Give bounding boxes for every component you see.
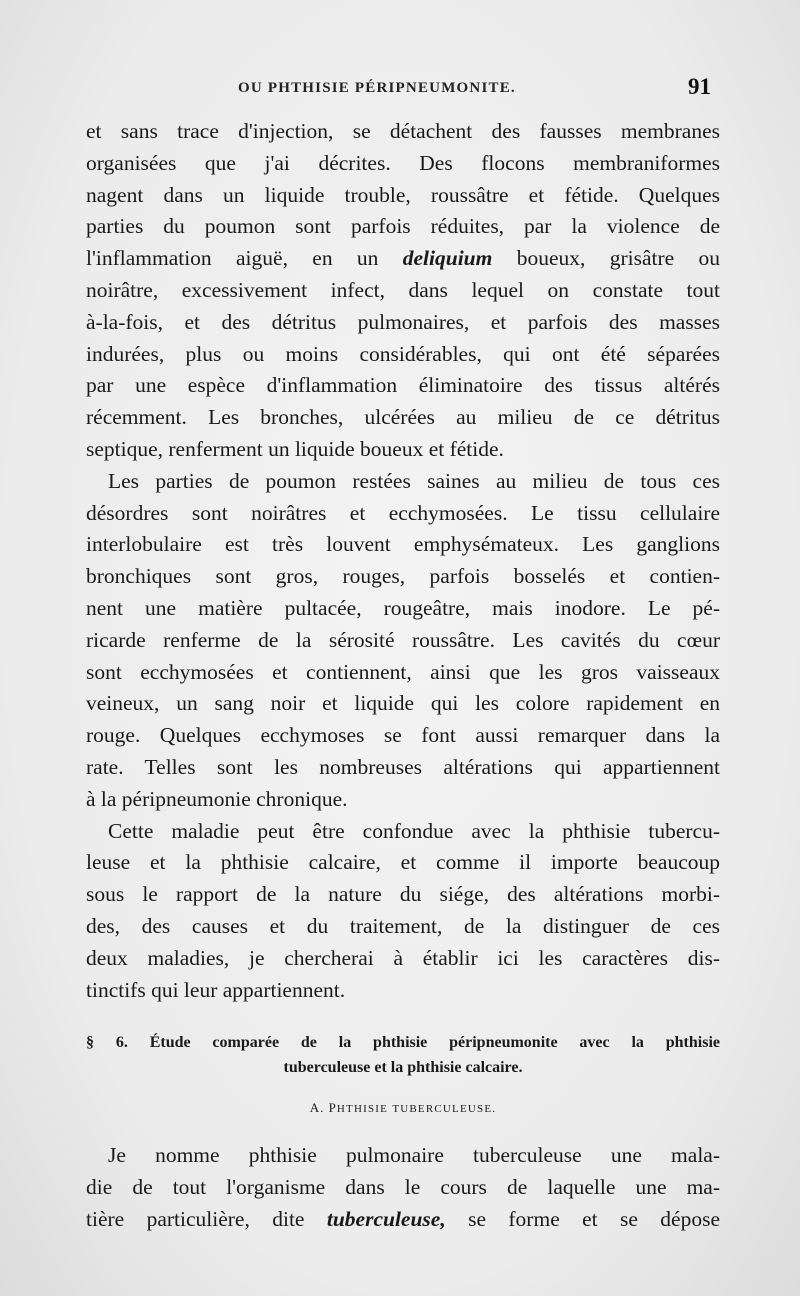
text-line: rouge. Quelques ecchymoses se font aussi remarquer dans la — [86, 723, 720, 748]
subheading-letter: A. — [309, 1100, 325, 1115]
text-fragment: boueux, grisâtre ou — [516, 246, 721, 271]
text-line — [86, 1203, 720, 1235]
page-number: 91 — [688, 74, 711, 99]
text-line: die de tout l'organisme dans le cours de laquelle une ma- — [86, 1175, 720, 1199]
text-line: désordres sont noirâtres et ecchymosées. Le tissu cellulaire — [86, 500, 720, 525]
text-fragment: l'inflammation aiguë, en un — [86, 246, 379, 271]
text-line — [86, 243, 720, 275]
text-line: rate. Telles sont les nombreuses altérations qui appartiennent — [86, 754, 720, 779]
text-line: septique, renferment un liquide boueux et fétide. — [86, 436, 504, 461]
italic-term: deliquium — [402, 246, 493, 271]
text-line: nent une matière pultacée, rougeâtre, mais inodore. Le pé- — [86, 595, 720, 620]
text-line: Les parties de poumon restées saines au milieu de tous ces — [108, 468, 720, 493]
subheading-initial: P — [328, 1100, 337, 1115]
text-line: par une espèce d'inflammation éliminatoire des tissus altérés — [86, 373, 720, 398]
body-text — [86, 116, 720, 1006]
text-line: ricarde renferme de la sérosité roussâtre. Les cavités du cœur — [86, 627, 720, 652]
section-heading-line: tuberculeuse et la phthisie calcaire. — [283, 1059, 523, 1076]
text-line: bronchiques sont gros, rouges, parfois bosselés et contien- — [86, 564, 720, 589]
subheading — [86, 1100, 720, 1116]
text-line: Cette maladie peut être confondue avec la phthisie tubercu- — [108, 818, 720, 843]
running-head: OU PHTHISIE PÉRIPNEUMONITE. — [238, 80, 516, 96]
text-line: tinctifs qui leur appartiennent. — [86, 977, 346, 1002]
text-fragment: se forme et se dépose — [468, 1207, 721, 1231]
text-line: organisées que j'ai décrites. Des flocons membraniformes — [86, 150, 720, 175]
text-line: Je nomme phthisie pulmonaire tuberculeuse une mala- — [108, 1143, 720, 1167]
text-line: et sans trace d'injection, se détachent des fausses membranes — [86, 119, 720, 143]
text-line: indurées, plus ou moins considérables, qui ont été séparées — [86, 341, 720, 366]
text-fragment: tière particulière, dite — [86, 1207, 305, 1231]
text-line: nagent dans un liquide trouble, roussâtre et fétide. Quelques — [86, 182, 720, 207]
italic-term: tuberculeuse, — [326, 1207, 446, 1231]
text-line: sous le rapport de la nature du siége, des altérations morbi- — [86, 882, 720, 907]
text-line: noirâtre, excessivement infect, dans lequel on constate tout — [86, 277, 720, 302]
text-line: à la péripneumonie chronique. — [86, 786, 348, 811]
text-line: deux maladies, je chercherai à établir ici les caractères dis- — [86, 945, 720, 970]
section-heading-line: § 6. Étude comparée de la phthisie péripneumonite avec la phthisie — [86, 1034, 720, 1051]
subheading-word: TUBERCULEUSE. — [392, 1103, 497, 1115]
text-line: leuse et la phthisie calcaire, et comme il importe beaucoup — [86, 850, 720, 875]
body-text-final — [86, 1139, 720, 1235]
text-line: des, des causes et du traitement, de la distinguer de ces — [86, 913, 720, 938]
subheading-word: HTHISIE — [336, 1103, 389, 1115]
text-line: parties du poumon sont parfois réduites, par la violence de — [86, 214, 720, 239]
text-line: interlobulaire est très louvent emphysémateux. Les ganglions — [86, 532, 720, 557]
section-heading — [86, 1030, 720, 1080]
text-line: à-la-fois, et des détritus pulmonaires, et parfois des masses — [86, 309, 720, 334]
text-line: sont ecchymosées et contiennent, ainsi que les gros vaisseaux — [86, 659, 720, 684]
text-line: récemment. Les bronches, ulcérées au milieu de ce détritus — [86, 405, 720, 430]
text-line: veineux, un sang noir et liquide qui les colore rapidement en — [86, 691, 720, 716]
